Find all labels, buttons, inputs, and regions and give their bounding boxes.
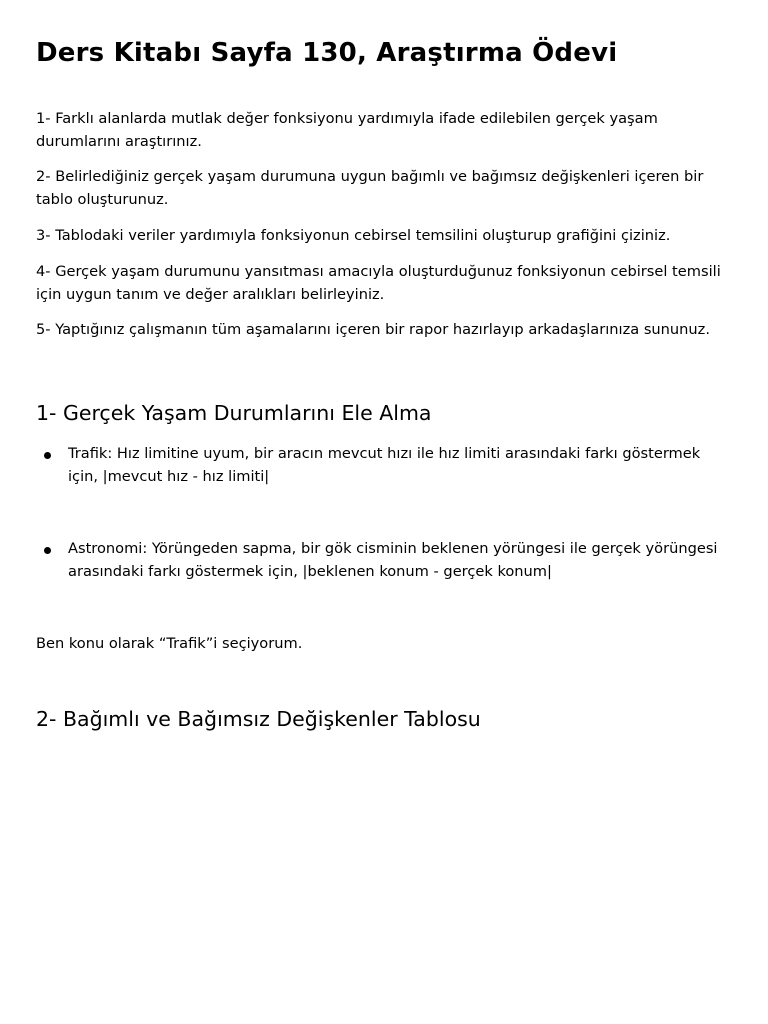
bullet-icon bbox=[44, 452, 51, 459]
section-heading-real-life: 1- Gerçek Yaşam Durumlarını Ele Alma bbox=[36, 401, 432, 425]
topic-choice-text: Ben konu olarak “Trafik”i seçiyorum. bbox=[36, 635, 303, 652]
task-item-2: 2- Belirlediğiniz gerçek yaşam durumuna uygun bağımlı ve bağımsız değişkenleri içeren bir tablo oluşturunuz. bbox=[36, 168, 704, 208]
section-heading-variables-table: 2- Bağımlı ve Bağımsız Değişkenler Tablosu bbox=[36, 707, 481, 731]
task-item-4: 4- Gerçek yaşam durumunu yansıtması amacıyla oluşturduğunuz fonksiyonun cebirsel temsili için uygun tanım ve değer aralıkları belirleyiniz. bbox=[36, 263, 721, 303]
task-item-3: 3- Tablodaki veriler yardımıyla fonksiyonun cebirsel temsilini oluşturup grafiğini çiziniz. bbox=[36, 227, 671, 244]
page-title: Ders Kitabı Sayfa 130, Araştırma Ödevi bbox=[36, 38, 618, 68]
task-item-1: 1- Farklı alanlarda mutlak değer fonksiyonu yardımıyla ifade edilebilen gerçek yaşam durumlarını araştırınız. bbox=[36, 110, 658, 150]
bullet-text-traffic: Trafik: Hız limitine uyum, bir aracın mevcut hızı ile hız limiti arasındaki farkı göstermek için, |mevcut hız - hız limiti| bbox=[68, 445, 701, 485]
task-item-5: 5- Yaptığınız çalışmanın tüm aşamalarını içeren bir rapor hazırlayıp arkadaşlarınıza sununuz. bbox=[36, 321, 710, 338]
bullet-item-traffic bbox=[44, 442, 734, 488]
bullet-icon bbox=[44, 547, 51, 554]
bullet-item-astronomy bbox=[44, 537, 734, 583]
bullet-text-astronomy: Astronomi: Yörüngeden sapma, bir gök cisminin beklenen yörüngesi ile gerçek yörüngesi arasındaki farkı göstermek için, |beklenen konum - gerçek konum| bbox=[68, 540, 718, 580]
